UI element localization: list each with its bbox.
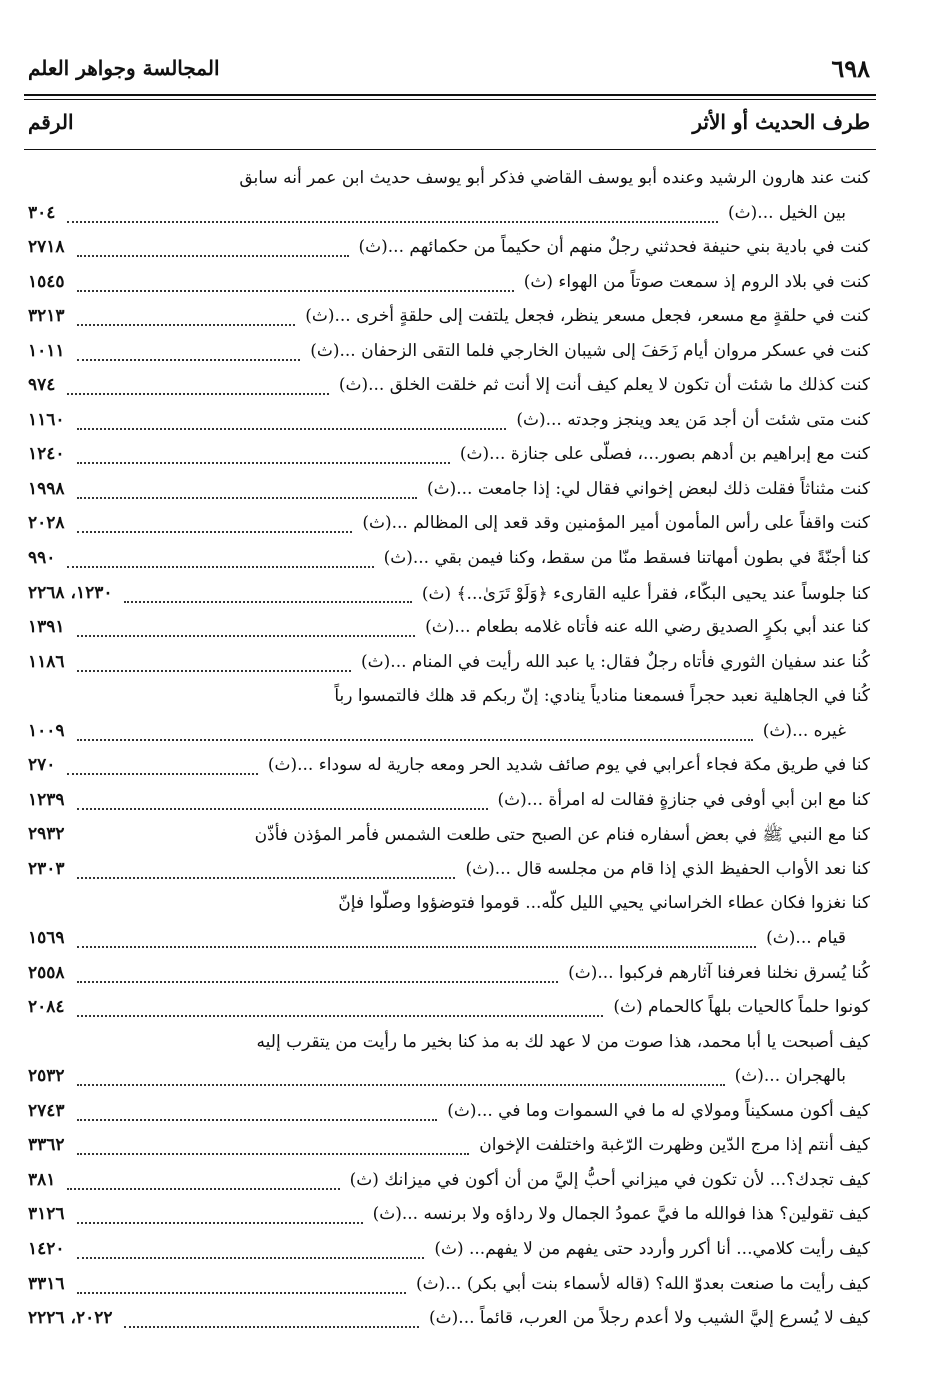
entry-ref-number: ٢٧١٨	[28, 237, 65, 258]
entry-ref-number: ١٢٣٩	[28, 789, 65, 810]
leader-dots	[77, 1119, 438, 1121]
index-line	[24, 302, 876, 337]
entry-ref-number: ٣٣٦٢	[28, 1135, 65, 1156]
leader-dots	[77, 359, 301, 361]
entry-ref-number: ١٢٤٠	[28, 444, 65, 465]
leader-dots	[77, 324, 296, 326]
entry-text: كنت في عسكر مروان أيام زَحَفَ إلى شيبان الخارجي فلما التقى الزحفان ...(ث)	[310, 340, 870, 361]
leader-dots	[77, 1222, 363, 1224]
index-line	[24, 1200, 876, 1235]
entry-text: كنت في بادية بني حنيفة فحدثني رجلٌ منهم أن حكيماً من حكمائهم ...(ث)	[358, 237, 870, 258]
entry-text: كُنا في الجاهلية نعبد حجراً فسمعنا منادياً ينادي: إنّ ربكم قد هلك فالتمسوا رباً	[334, 686, 870, 707]
index-line	[24, 268, 876, 303]
entry-ref-number: ١٣٩١	[28, 617, 65, 638]
entry-ref-number: ١١٦٠	[28, 409, 65, 430]
entry-text: بالهجران ...(ث)	[734, 1066, 846, 1087]
entry-text: كيف أصبحت يا أبا محمد، هذا صوت من لا عهد لك به مذ كنا بخير ما رأيت من يتقرب إليه	[256, 1031, 870, 1052]
index-line	[24, 406, 876, 441]
index-line	[24, 924, 876, 959]
entry-ref-number: ٢٠٢٢، ٢٢٢٦	[28, 1308, 113, 1329]
entry-ref-number: ٣٠٤	[28, 202, 56, 223]
leader-dots	[77, 739, 753, 741]
entry-ref-number: ٢٩٣٢	[28, 824, 65, 845]
index-line	[24, 613, 876, 648]
entry-text: قيام ...(ث)	[766, 928, 846, 949]
index-line	[24, 1166, 876, 1201]
leader-dots	[77, 1292, 406, 1294]
column-headings	[24, 110, 876, 144]
leader-dots	[77, 497, 417, 499]
leader-dots	[77, 1153, 470, 1155]
entry-text: كيف أكون مسكيناً ومولاي له ما في السموات وما في ...(ث)	[447, 1100, 870, 1121]
entry-text: كُنا يُسرق نخلنا فعرفنا آثارهم فركبوا ...(ث)	[568, 962, 870, 983]
entry-text: كنت في حلقةٍ مع مسعر، فجعل مسعر ينظر، فجعل يلتفت إلى حلقةٍ أخرى ...(ث)	[305, 306, 870, 327]
leader-dots	[124, 1326, 419, 1328]
entry-ref-number: ١٤٢٠	[28, 1238, 65, 1259]
leader-dots	[77, 670, 351, 672]
index-line	[24, 717, 876, 752]
index-entries	[24, 164, 876, 1339]
index-line	[24, 579, 876, 614]
index-line	[24, 1304, 876, 1339]
leader-dots	[77, 808, 488, 810]
index-line	[24, 1131, 876, 1166]
index-line	[24, 544, 876, 579]
entry-text: كنا نعد الأواب الحفيظ الذي إذا قام من مجلسه قال ...(ث)	[465, 858, 870, 879]
leader-dots	[77, 255, 349, 257]
entry-text: كنا مع النبي ﷺ في بعض أسفاره فنام عن الصبح حتى طلعت الشمس فأمر المؤذن فأذّن	[254, 825, 870, 846]
entry-ref-number: ١٢٣٠، ٢٢٦٨	[28, 582, 113, 603]
entry-ref-number: ٢٧٤٣	[28, 1100, 65, 1121]
entry-text: كيف أنتم إذا مرج الدّين وظهرت الرّغبة واختلفت الإخوان	[479, 1135, 870, 1156]
page-number: ٦٩٨	[831, 54, 870, 83]
entry-text: كنا نغزوا فكان عطاء الخراساني يحيي الليل كلّه... قوموا فتوضؤوا وصلّوا فإنّ	[338, 893, 870, 914]
entry-ref-number: ٢٣٠٣	[28, 858, 65, 879]
index-line	[24, 371, 876, 406]
column-rule	[24, 149, 876, 150]
entry-ref-number: ٢٠٨٤	[28, 997, 65, 1018]
entry-ref-number: ١٠٠٩	[28, 720, 65, 741]
leader-dots	[77, 462, 450, 464]
index-line	[24, 1097, 876, 1132]
index-line	[24, 751, 876, 786]
index-line	[24, 993, 876, 1028]
entry-text: كيف تقولين؟ هذا فوالله ما فيَّ عمودُ الجمال ولا رداؤه ولا برنسه ...(ث)	[372, 1204, 870, 1225]
index-line	[24, 233, 876, 268]
entry-text: كنت متى شئت أن أجد مَن يعد وينجز وجدته ...(ث)	[516, 409, 870, 430]
index-line	[24, 1062, 876, 1097]
leader-dots	[77, 428, 507, 430]
leader-dots	[77, 877, 456, 879]
entry-text: كُنا عند سفيان الثوري فأتاه رجلٌ فقال: يا عبد الله رأيت في المنام ...(ث)	[361, 651, 870, 672]
header-rule-thin	[24, 99, 876, 100]
entry-text: كنت مثناثاً فقلت ذلك لبعض إخواني فقال لي: إذا جامعت ...(ث)	[426, 478, 870, 499]
index-line	[24, 509, 876, 544]
leader-dots	[67, 221, 718, 223]
leader-dots	[77, 531, 353, 533]
leader-dots	[67, 393, 328, 395]
entry-ref-number: ٣٣١٦	[28, 1273, 65, 1294]
index-line	[24, 648, 876, 683]
entry-text: كنت مع إبراهيم بن أدهم بصور...، فصلّى على جنازة ...(ث)	[459, 444, 870, 465]
entry-text: كنا جلوساً عند يحيى البكّاء، فقرأ عليه القارىء ﴿وَلَوْ تَرَىٰ...﴾ (ث)	[421, 583, 870, 604]
index-line	[24, 1270, 876, 1305]
leader-dots	[67, 773, 257, 775]
index-line	[24, 1028, 876, 1063]
entry-text: غيره ...(ث)	[762, 720, 846, 741]
entry-ref-number: ١٩٩٨	[28, 478, 65, 499]
entry-ref-number: ٢٠٢٨	[28, 513, 65, 534]
index-line	[24, 337, 876, 372]
leader-dots	[77, 1084, 725, 1086]
leader-dots	[77, 981, 559, 983]
index-line	[24, 682, 876, 717]
entry-ref-number: ١٠١١	[28, 340, 65, 361]
leader-dots	[77, 1257, 425, 1259]
index-line	[24, 440, 876, 475]
entry-ref-number: ٩٩٠	[28, 548, 56, 569]
index-line	[24, 1235, 876, 1270]
index-line	[24, 889, 876, 924]
entry-ref-number: ٢٥٥٨	[28, 962, 65, 983]
entry-ref-number: ٢٧٠	[28, 755, 56, 776]
index-line	[24, 475, 876, 510]
column-heading-text: طرف الحديث أو الأثر	[692, 110, 870, 134]
index-line	[24, 164, 876, 199]
entry-text: كنا في طريق مكة فجاء أعرابي في يوم صائف شديد الحر ومعه جارية له سوداء ...(ث)	[267, 755, 870, 776]
running-header	[24, 54, 876, 90]
entry-ref-number: ٣١٢٦	[28, 1204, 65, 1225]
entry-text: كنت كذلك ما شئت أن تكون لا يعلم كيف أنت إلا أنت ثم خلقت الخلق ...(ث)	[338, 375, 870, 396]
leader-dots	[67, 566, 373, 568]
entry-ref-number: ١٥٦٩	[28, 928, 65, 949]
entry-ref-number: ٢٥٣٢	[28, 1066, 65, 1087]
entry-text: كنا مع ابن أبي أوفى في جنازةٍ فقالت له امرأة ...(ث)	[497, 789, 870, 810]
entry-text: كنا أجنّةً في بطون أمهاتنا فسقط منّا من سقط، وكنا فيمن بقي ...(ث)	[383, 548, 870, 569]
header-rule	[24, 94, 876, 96]
entry-ref-number: ٣٢١٣	[28, 306, 65, 327]
entry-text: كيف رأيت ما صنعت بعدوّ الله؟ (قاله لأسماء بنت أبي بكر) ...(ث)	[415, 1273, 870, 1294]
entry-ref-number: ١٥٤٥	[28, 271, 65, 292]
entry-ref-number: ٩٧٤	[28, 375, 56, 396]
entry-text: بين الخيل ...(ث)	[728, 202, 846, 223]
column-heading-ref: الرقم	[28, 110, 74, 134]
leader-dots	[77, 1015, 604, 1017]
entry-text: كيف رأيت كلامي... أنا أكرر وأردد حتى يفهم من لا يفهم... (ث)	[434, 1238, 870, 1259]
leader-dots	[77, 635, 416, 637]
leader-dots	[67, 1188, 339, 1190]
index-line	[24, 199, 876, 234]
index-line	[24, 786, 876, 821]
index-line	[24, 820, 876, 855]
leader-dots	[77, 946, 757, 948]
entry-text: كنت عند هارون الرشيد وعنده أبو يوسف القاضي فذكر أبو يوسف حديث ابن عمر أنه سابق	[239, 168, 870, 188]
entry-ref-number: ٣٨١	[28, 1169, 56, 1190]
leader-dots	[124, 601, 411, 603]
leader-dots	[77, 290, 514, 292]
entry-text: كيف تجدك؟... لأن تكون في ميزاني أحبُّ إليَّ من أن أكون في ميزانك (ث)	[349, 1169, 870, 1190]
entry-text: كنت واقفاً على رأس المأمون أمير المؤمنين وقد قعد إلى المظالم ...(ث)	[362, 513, 870, 534]
entry-text: كونوا حلماً كالحيات بلهاً كالحمام (ث)	[613, 997, 870, 1018]
book-page	[24, 46, 876, 1366]
entry-text: كنا عند أبي بكرٍ الصديق رضي الله عنه فأتاه غلامه بطعام ...(ث)	[425, 617, 870, 638]
entry-text: كنت في بلاد الروم إذ سمعت صوتاً من الهواء (ث)	[523, 271, 870, 292]
index-line	[24, 855, 876, 890]
entry-ref-number: ١١٨٦	[28, 651, 65, 672]
entry-text: كيف لا يُسرع إليَّ الشيب ولا أعدم رجلاً من العرب، قائماً ...(ث)	[429, 1308, 870, 1329]
index-line	[24, 959, 876, 994]
book-title: المجالسة وجواهر العلم	[28, 56, 220, 80]
